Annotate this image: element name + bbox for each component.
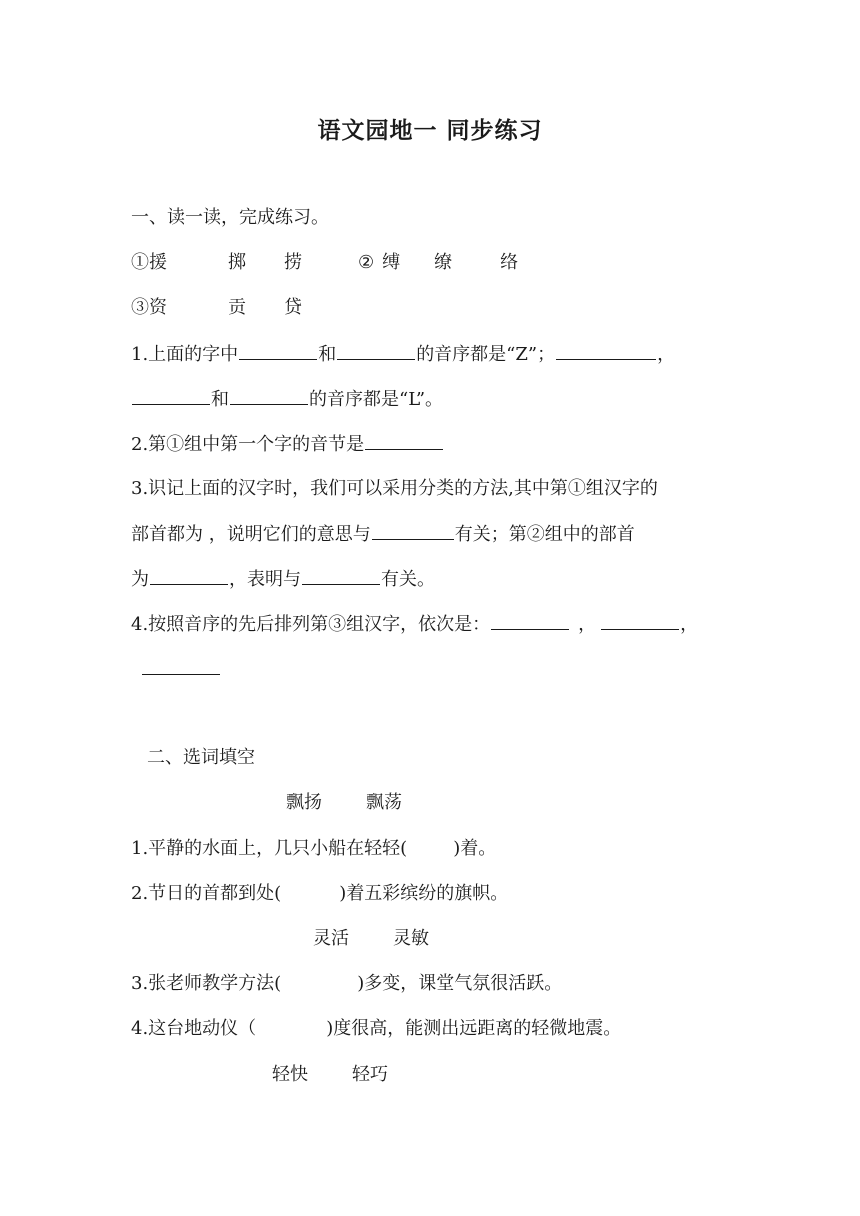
fill-question-1 (131, 836, 496, 862)
answer-blank[interactable] (337, 341, 415, 360)
answer-blank[interactable] (556, 341, 656, 360)
word-choices-1 (286, 790, 402, 816)
question-4-line-2 (141, 656, 221, 683)
question-text: 有关。 (381, 569, 435, 590)
question-3-line-3 (131, 566, 435, 593)
question-text: ， (657, 344, 676, 365)
word-option: 灵活 (313, 928, 349, 949)
answer-blank[interactable] (302, 566, 380, 585)
question-text: 3.张老师教学方法( (131, 973, 282, 994)
question-text: 4.这台地动仪（ (131, 1018, 257, 1039)
group-3-char-1: 资 (149, 297, 167, 318)
answer-blank[interactable] (132, 386, 210, 405)
word-option: 飘扬 (286, 792, 322, 813)
question-text: ，表明与 (229, 569, 301, 590)
section-2-heading: 二、选词填空 (147, 747, 255, 768)
answer-blank[interactable] (142, 656, 220, 675)
page-title: 语文园地一 同步练习 (317, 117, 543, 144)
question-text: 2.节日的首都到处( (131, 883, 282, 904)
question-1-line-2 (131, 386, 443, 413)
char-groups-row-2 (131, 295, 302, 321)
answer-blank[interactable] (372, 521, 454, 540)
question-text: 部首都为 ，说明它们的意思与 (131, 524, 371, 545)
answer-blank[interactable] (230, 386, 308, 405)
question-3-line-2 (131, 521, 635, 548)
question-text: 有关；第②组中的部首 (454, 524, 635, 545)
group-3-char-2: 贡 (228, 297, 246, 318)
word-choices-2 (313, 926, 429, 952)
question-text: 和 (211, 389, 229, 410)
question-text: ， (578, 614, 597, 635)
group-2-char-3: 络 (500, 252, 519, 273)
group-1-char-2: 掷 (228, 252, 246, 273)
question-text: 1.上面的字中 (131, 344, 239, 365)
group-2-char-2: 缭 (434, 252, 453, 273)
word-option: 灵敏 (393, 928, 429, 949)
word-option: 轻巧 (352, 1064, 388, 1085)
question-1-line-1 (131, 341, 675, 368)
group-1-mark: ① (131, 252, 149, 273)
question-text: 1.平静的水面上，几只小船在轻轻( (131, 838, 408, 859)
answer-blank[interactable] (365, 431, 443, 450)
question-text: 和 (318, 344, 337, 365)
question-text: 的音序都是“L”。 (309, 389, 444, 410)
fill-question-2 (131, 881, 508, 907)
group-1-char-1: 援 (149, 252, 167, 273)
question-text: )着五彩缤纷的旗帜。 (339, 883, 509, 904)
question-text: ， (680, 614, 699, 635)
char-groups-row-1 (131, 250, 518, 276)
word-choices-3 (272, 1062, 388, 1088)
group-2-char-1: 缚 (382, 252, 401, 273)
question-text: 4.按照音序的先后排列第③组汉字，依次是： (131, 614, 491, 635)
group-2-mark: ② (358, 252, 375, 273)
group-1-char-3: 捞 (284, 252, 302, 273)
word-option: 轻快 (272, 1064, 308, 1085)
group-3-mark: ③ (131, 297, 149, 318)
question-3-line-1: 3.识记上面的汉字时，我们可以采用分类的方法,其中第①组汉字的 (131, 478, 658, 499)
question-text: 为 (131, 569, 149, 590)
question-text: )着。 (453, 838, 497, 859)
question-text: 2.第①组中第一个字的音节是 (131, 434, 365, 455)
answer-blank[interactable] (601, 611, 679, 630)
question-2 (131, 431, 444, 458)
answer-blank[interactable] (239, 341, 317, 360)
question-text: )多变，课堂气氛很活跃。 (357, 973, 563, 994)
question-text: )度很高，能测出远距离的轻微地震。 (326, 1018, 622, 1039)
word-option: 飘荡 (366, 792, 402, 813)
question-text: 的音序都是“Z”； (416, 344, 556, 365)
section-1-heading: 一、读一读，完成练习。 (131, 207, 329, 228)
fill-question-4 (131, 1016, 621, 1042)
answer-blank[interactable] (150, 566, 228, 585)
group-3-char-3: 贷 (284, 297, 302, 318)
question-4-line-1 (131, 611, 698, 638)
fill-question-3 (131, 971, 562, 997)
answer-blank[interactable] (491, 611, 569, 630)
